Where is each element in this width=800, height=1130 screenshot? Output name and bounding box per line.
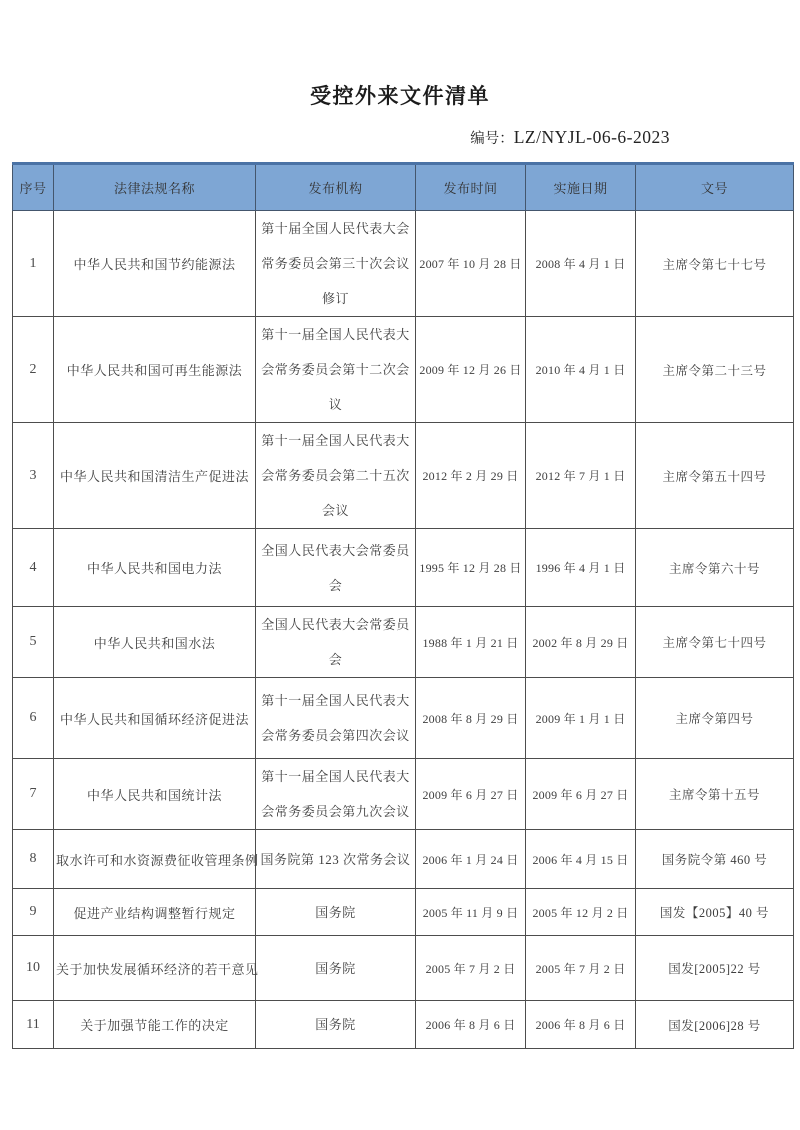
publish-date-cell: 2005 年 11 月 9 日 [416,889,526,936]
doc-number-cell: 主席令第四号 [636,678,794,759]
doc-number-cell: 主席令第五十四号 [636,423,794,529]
publish-date-header: 发布时间 [416,164,526,211]
law-name-cell: 中华人民共和国可再生能源法 [54,317,256,423]
serial-cell: 4 [13,529,54,607]
serial-cell: 8 [13,830,54,889]
serial-cell: 1 [13,211,54,317]
issuer-cell: 第十一届全国人民代表大会常务委员会第四次会议 [256,678,416,759]
issuer-header: 发布机构 [256,164,416,211]
effective-date-header: 实施日期 [526,164,636,211]
publish-date-cell: 2008 年 8 月 29 日 [416,678,526,759]
table-row [13,759,794,830]
serial-cell: 6 [13,678,54,759]
doc-number-cell: 主席令第二十三号 [636,317,794,423]
doc-number-cell: 国务院令第 460 号 [636,830,794,889]
publish-date-cell: 2009 年 6 月 27 日 [416,759,526,830]
doc-number-cell: 国发[2005]22 号 [636,936,794,1001]
law-name-cell: 关于加强节能工作的决定 [54,1001,256,1049]
effective-date-cell: 2005 年 12 月 2 日 [526,889,636,936]
doc-number-label: 编号： [470,131,514,147]
effective-date-cell: 2006 年 8 月 6 日 [526,1001,636,1049]
serial-header: 序号 [13,164,54,211]
doc-number-cell: 主席令第七十四号 [636,607,794,678]
law-name-cell: 中华人民共和国节约能源法 [54,211,256,317]
doc-number-cell: 国发[2006]28 号 [636,1001,794,1049]
serial-cell: 11 [13,1001,54,1049]
serial-cell: 10 [13,936,54,1001]
table-row [13,678,794,759]
table-row [13,607,794,678]
doc-number-value: LZ/NYJL-06-6-2023 [513,127,670,147]
issuer-cell: 第十届全国人民代表大会常务委员会第三十次会议修订 [256,211,416,317]
effective-date-cell: 2009 年 6 月 27 日 [526,759,636,830]
serial-cell: 9 [13,889,54,936]
effective-date-cell: 2010 年 4 月 1 日 [526,317,636,423]
law-name-cell: 中华人民共和国统计法 [54,759,256,830]
page-title: 受控外来文件清单 [310,85,490,108]
law-name-cell: 关于加快发展循环经济的若干意见 [54,936,256,1001]
issuer-cell: 国务院第 123 次常务会议 [256,830,416,889]
publish-date-cell: 2006 年 1 月 24 日 [416,830,526,889]
issuer-cell: 国务院 [256,936,416,1001]
table-row [13,529,794,607]
issuer-cell: 第十一届全国人民代表大会常务委员会第九次会议 [256,759,416,830]
issuer-cell: 国务院 [256,1001,416,1049]
table-row [13,936,794,1001]
issuer-cell: 国务院 [256,889,416,936]
law-name-cell: 中华人民共和国循环经济促进法 [54,678,256,759]
table-header-row [13,164,794,211]
doc-number-cell: 主席令第十五号 [636,759,794,830]
doc-number-cell: 主席令第七十七号 [636,211,794,317]
effective-date-cell: 2008 年 4 月 1 日 [526,211,636,317]
law-name-cell: 中华人民共和国水法 [54,607,256,678]
serial-cell: 7 [13,759,54,830]
law-name-header: 法律法规名称 [54,164,256,211]
law-name-cell: 中华人民共和国清洁生产促进法 [54,423,256,529]
doc-number-header: 文号 [636,164,794,211]
law-name-cell: 中华人民共和国电力法 [54,529,256,607]
table-row [13,317,794,423]
issuer-cell: 全国人民代表大会常委员会 [256,529,416,607]
effective-date-cell: 2005 年 7 月 2 日 [526,936,636,1001]
doc-number-cell: 主席令第六十号 [636,529,794,607]
effective-date-cell: 2012 年 7 月 1 日 [526,423,636,529]
doc-number-cell: 国发【2005】40 号 [636,889,794,936]
effective-date-cell: 2006 年 4 月 15 日 [526,830,636,889]
publish-date-cell: 2007 年 10 月 28 日 [416,211,526,317]
issuer-cell: 第十一届全国人民代表大会常务委员会第十二次会议 [256,317,416,423]
publish-date-cell: 2005 年 7 月 2 日 [416,936,526,1001]
publish-date-cell: 2006 年 8 月 6 日 [416,1001,526,1049]
issuer-cell: 全国人民代表大会常委员会 [256,607,416,678]
serial-cell: 2 [13,317,54,423]
serial-cell: 5 [13,607,54,678]
table-row [13,830,794,889]
table-row [13,211,794,317]
effective-date-cell: 2002 年 8 月 29 日 [526,607,636,678]
publish-date-cell: 1995 年 12 月 28 日 [416,529,526,607]
publish-date-cell: 2012 年 2 月 29 日 [416,423,526,529]
issuer-cell: 第十一届全国人民代表大会常务委员会第二十五次会议 [256,423,416,529]
table-row [13,889,794,936]
publish-date-cell: 1988 年 1 月 21 日 [416,607,526,678]
table-row [13,423,794,529]
effective-date-cell: 2009 年 1 月 1 日 [526,678,636,759]
law-name-cell: 取水许可和水资源费征收管理条例 [54,830,256,889]
table-body [13,211,794,1049]
doc-number-line [0,126,800,150]
serial-cell: 3 [13,423,54,529]
regulations-table [12,162,794,1049]
publish-date-cell: 2009 年 12 月 26 日 [416,317,526,423]
effective-date-cell: 1996 年 4 月 1 日 [526,529,636,607]
law-name-cell: 促进产业结构调整暂行规定 [54,889,256,936]
table-row [13,1001,794,1049]
table-header [13,164,794,211]
